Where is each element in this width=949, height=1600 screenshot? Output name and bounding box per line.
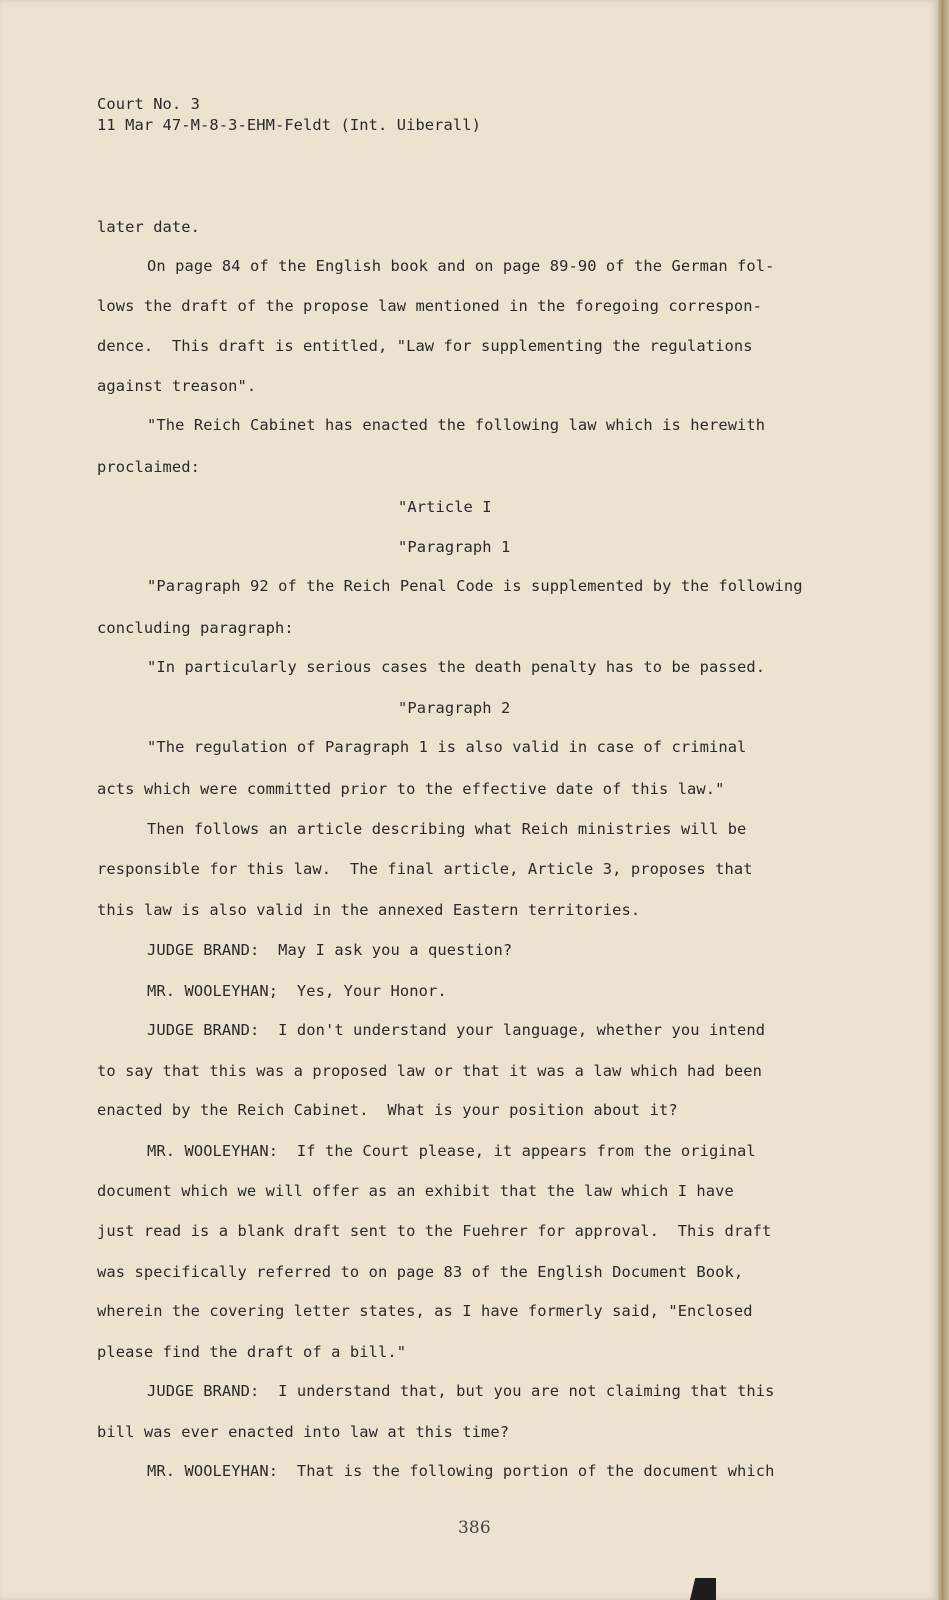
text-line: On page 84 of the English book and on page 89-90 of the German fol- (147, 257, 775, 275)
text-line: please find the draft of a bill." (97, 1343, 407, 1361)
text-line: "In particularly serious cases the death penalty has to be passed. (147, 658, 766, 676)
text-line: acts which were committed prior to the effective date of this law." (97, 780, 725, 798)
speaker-line: JUDGE BRAND: I understand that, but you are not claiming that this (147, 1382, 775, 1400)
session-header: 11 Mar 47-M-8-3-EHM-Feldt (Int. Uiberall) (97, 116, 482, 134)
text-line: bill was ever enacted into law at this time? (97, 1423, 510, 1441)
text-line: lows the draft of the propose law mentioned in the foregoing correspon- (97, 297, 762, 315)
text-line: document which we will offer as an exhibit that the law which I have (97, 1182, 734, 1200)
text-line: just read is a blank draft sent to the Fuehrer for approval. This draft (97, 1222, 772, 1240)
text-line: enacted by the Reich Cabinet. What is your position about it? (97, 1101, 678, 1119)
paragraph-heading: "Paragraph 2 (398, 699, 511, 717)
text-line: dence. This draft is entitled, "Law for supplementing the regulations (97, 337, 753, 355)
text-line: later date. (97, 218, 201, 236)
text-line: "The Reich Cabinet has enacted the following law which is herewith (147, 416, 766, 434)
speaker-line: JUDGE BRAND: I don't understand your language, whether you intend (147, 1021, 766, 1039)
speaker-line: MR. WOOLEYHAN: If the Court please, it appears from the original (147, 1142, 756, 1160)
speaker-line: MR. WOOLEYHAN: That is the following portion of the document which (147, 1462, 775, 1480)
speaker-line: MR. WOOLEYHAN; Yes, Your Honor. (147, 982, 447, 1000)
text-line: against treason". (97, 377, 257, 395)
text-line: "The regulation of Paragraph 1 is also valid in case of criminal (147, 738, 747, 756)
text-line: wherein the covering letter states, as I have formerly said, "Enclosed (97, 1302, 753, 1320)
text-line: Then follows an article describing what Reich ministries will be (147, 820, 747, 838)
text-line: was specifically referred to on page 83 of the English Document Book, (97, 1263, 744, 1281)
text-line: this law is also valid in the annexed Eastern territories. (97, 901, 641, 919)
text-line: responsible for this law. The final article, Article 3, proposes that (97, 860, 753, 878)
page-edge (938, 0, 949, 1600)
court-header: Court No. 3 (97, 95, 201, 113)
text-line: proclaimed: (97, 458, 201, 476)
text-line: "Paragraph 92 of the Reich Penal Code is supplemented by the following (147, 577, 803, 595)
text-line: to say that this was a proposed law or that it was a law which had been (97, 1062, 762, 1080)
speaker-line: JUDGE BRAND: May I ask you a question? (147, 941, 513, 959)
page-number: 386 (458, 1518, 491, 1538)
paragraph-heading: "Paragraph 1 (398, 538, 511, 556)
article-heading: "Article I (398, 498, 492, 516)
text-line: concluding paragraph: (97, 619, 294, 637)
